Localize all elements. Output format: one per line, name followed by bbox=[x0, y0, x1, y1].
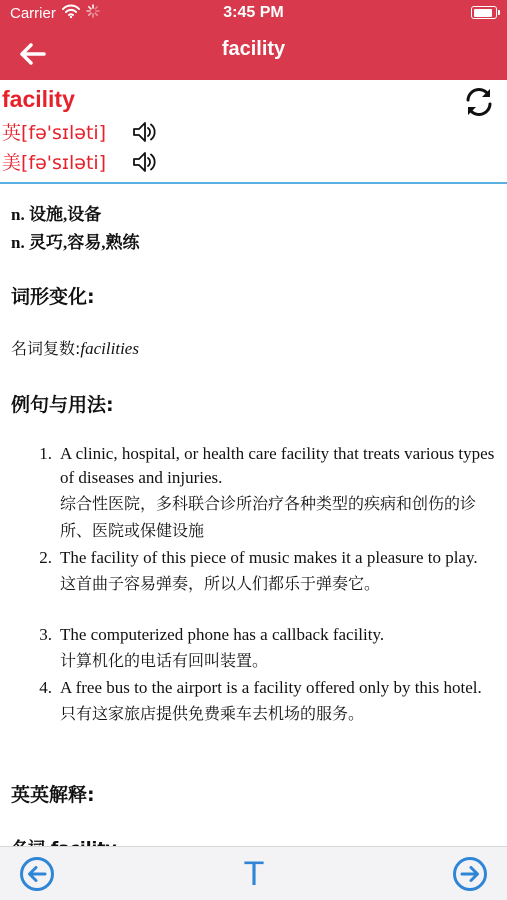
refresh-button[interactable] bbox=[463, 86, 495, 118]
example-number: 1. bbox=[39, 444, 52, 463]
definition-line: n. 灵巧,容易,熟练 bbox=[11, 233, 140, 252]
example-item bbox=[26, 623, 502, 674]
headword: facility bbox=[2, 86, 75, 112]
speaker-icon bbox=[132, 150, 158, 174]
previous-word-button[interactable] bbox=[18, 855, 56, 893]
header bbox=[0, 0, 507, 80]
example-number: 2. bbox=[39, 548, 52, 567]
speaker-us-button[interactable] bbox=[132, 149, 160, 175]
refresh-icon bbox=[463, 86, 495, 118]
inflection-row bbox=[11, 336, 139, 359]
example-chinese: 只有这家旅店提供免费乘车去机场的服务。 bbox=[60, 704, 365, 723]
section-title-inflections: 词形变化: bbox=[11, 286, 95, 308]
pron-uk-row bbox=[2, 118, 160, 145]
example-item bbox=[26, 546, 502, 597]
font-size-button[interactable] bbox=[235, 855, 273, 893]
example-item bbox=[26, 442, 502, 544]
section-title-english: 英英解释: bbox=[11, 784, 95, 806]
nav-bar bbox=[0, 28, 507, 80]
section-title-examples: 例句与用法: bbox=[11, 394, 114, 416]
inflection-label: 名词复数: bbox=[11, 339, 81, 358]
pron-us-row bbox=[2, 148, 160, 175]
example-chinese: 综合性医院，多科联合诊所治疗各种类型的疾病和创伤的诊所、医院或保健设施 bbox=[60, 494, 477, 540]
battery-level bbox=[474, 9, 492, 17]
example-english: A free bus to the airport is a facility offered only by this hotel. bbox=[60, 678, 482, 697]
definition-line: n. 设施,设备 bbox=[11, 205, 102, 224]
example-chinese: 计算机化的电话有回叫装置。 bbox=[60, 651, 269, 670]
status-time: 3:45 PM bbox=[223, 4, 284, 21]
example-number: 4. bbox=[39, 678, 52, 697]
font-size-icon: T bbox=[243, 855, 265, 893]
example-english: The facility of this piece of music makes it a pleasure to play. bbox=[60, 548, 478, 567]
pron-uk: 英[fə'sɪləti] bbox=[2, 122, 107, 144]
page-title: facility bbox=[221, 38, 286, 60]
pron-us: 美[fə'sɪləti] bbox=[2, 152, 107, 174]
carrier-label: Carrier bbox=[10, 5, 56, 22]
example-chinese: 这首曲子容易弹奏，所以人们都乐于弹奏它。 bbox=[60, 574, 381, 593]
example-english: The computerized phone has a callback facility. bbox=[60, 625, 385, 644]
example-english: A clinic, hospital, or health care facility that treats various types of diseases and injuries. bbox=[60, 444, 495, 487]
back-button[interactable] bbox=[14, 36, 50, 72]
next-word-button[interactable] bbox=[451, 855, 489, 893]
word-header bbox=[0, 80, 507, 184]
arrow-left-icon bbox=[18, 42, 46, 66]
speaker-uk-button[interactable] bbox=[132, 119, 160, 145]
example-item bbox=[26, 676, 502, 727]
bottom-toolbar bbox=[0, 846, 507, 900]
example-number: 3. bbox=[39, 625, 52, 644]
inflection-value: facilities bbox=[80, 339, 139, 358]
definition-content[interactable] bbox=[0, 186, 507, 846]
circle-arrow-right-icon bbox=[452, 856, 488, 892]
speaker-icon bbox=[132, 120, 158, 144]
status-bar bbox=[0, 0, 507, 28]
circle-arrow-left-icon bbox=[19, 856, 55, 892]
battery-icon bbox=[471, 6, 497, 19]
